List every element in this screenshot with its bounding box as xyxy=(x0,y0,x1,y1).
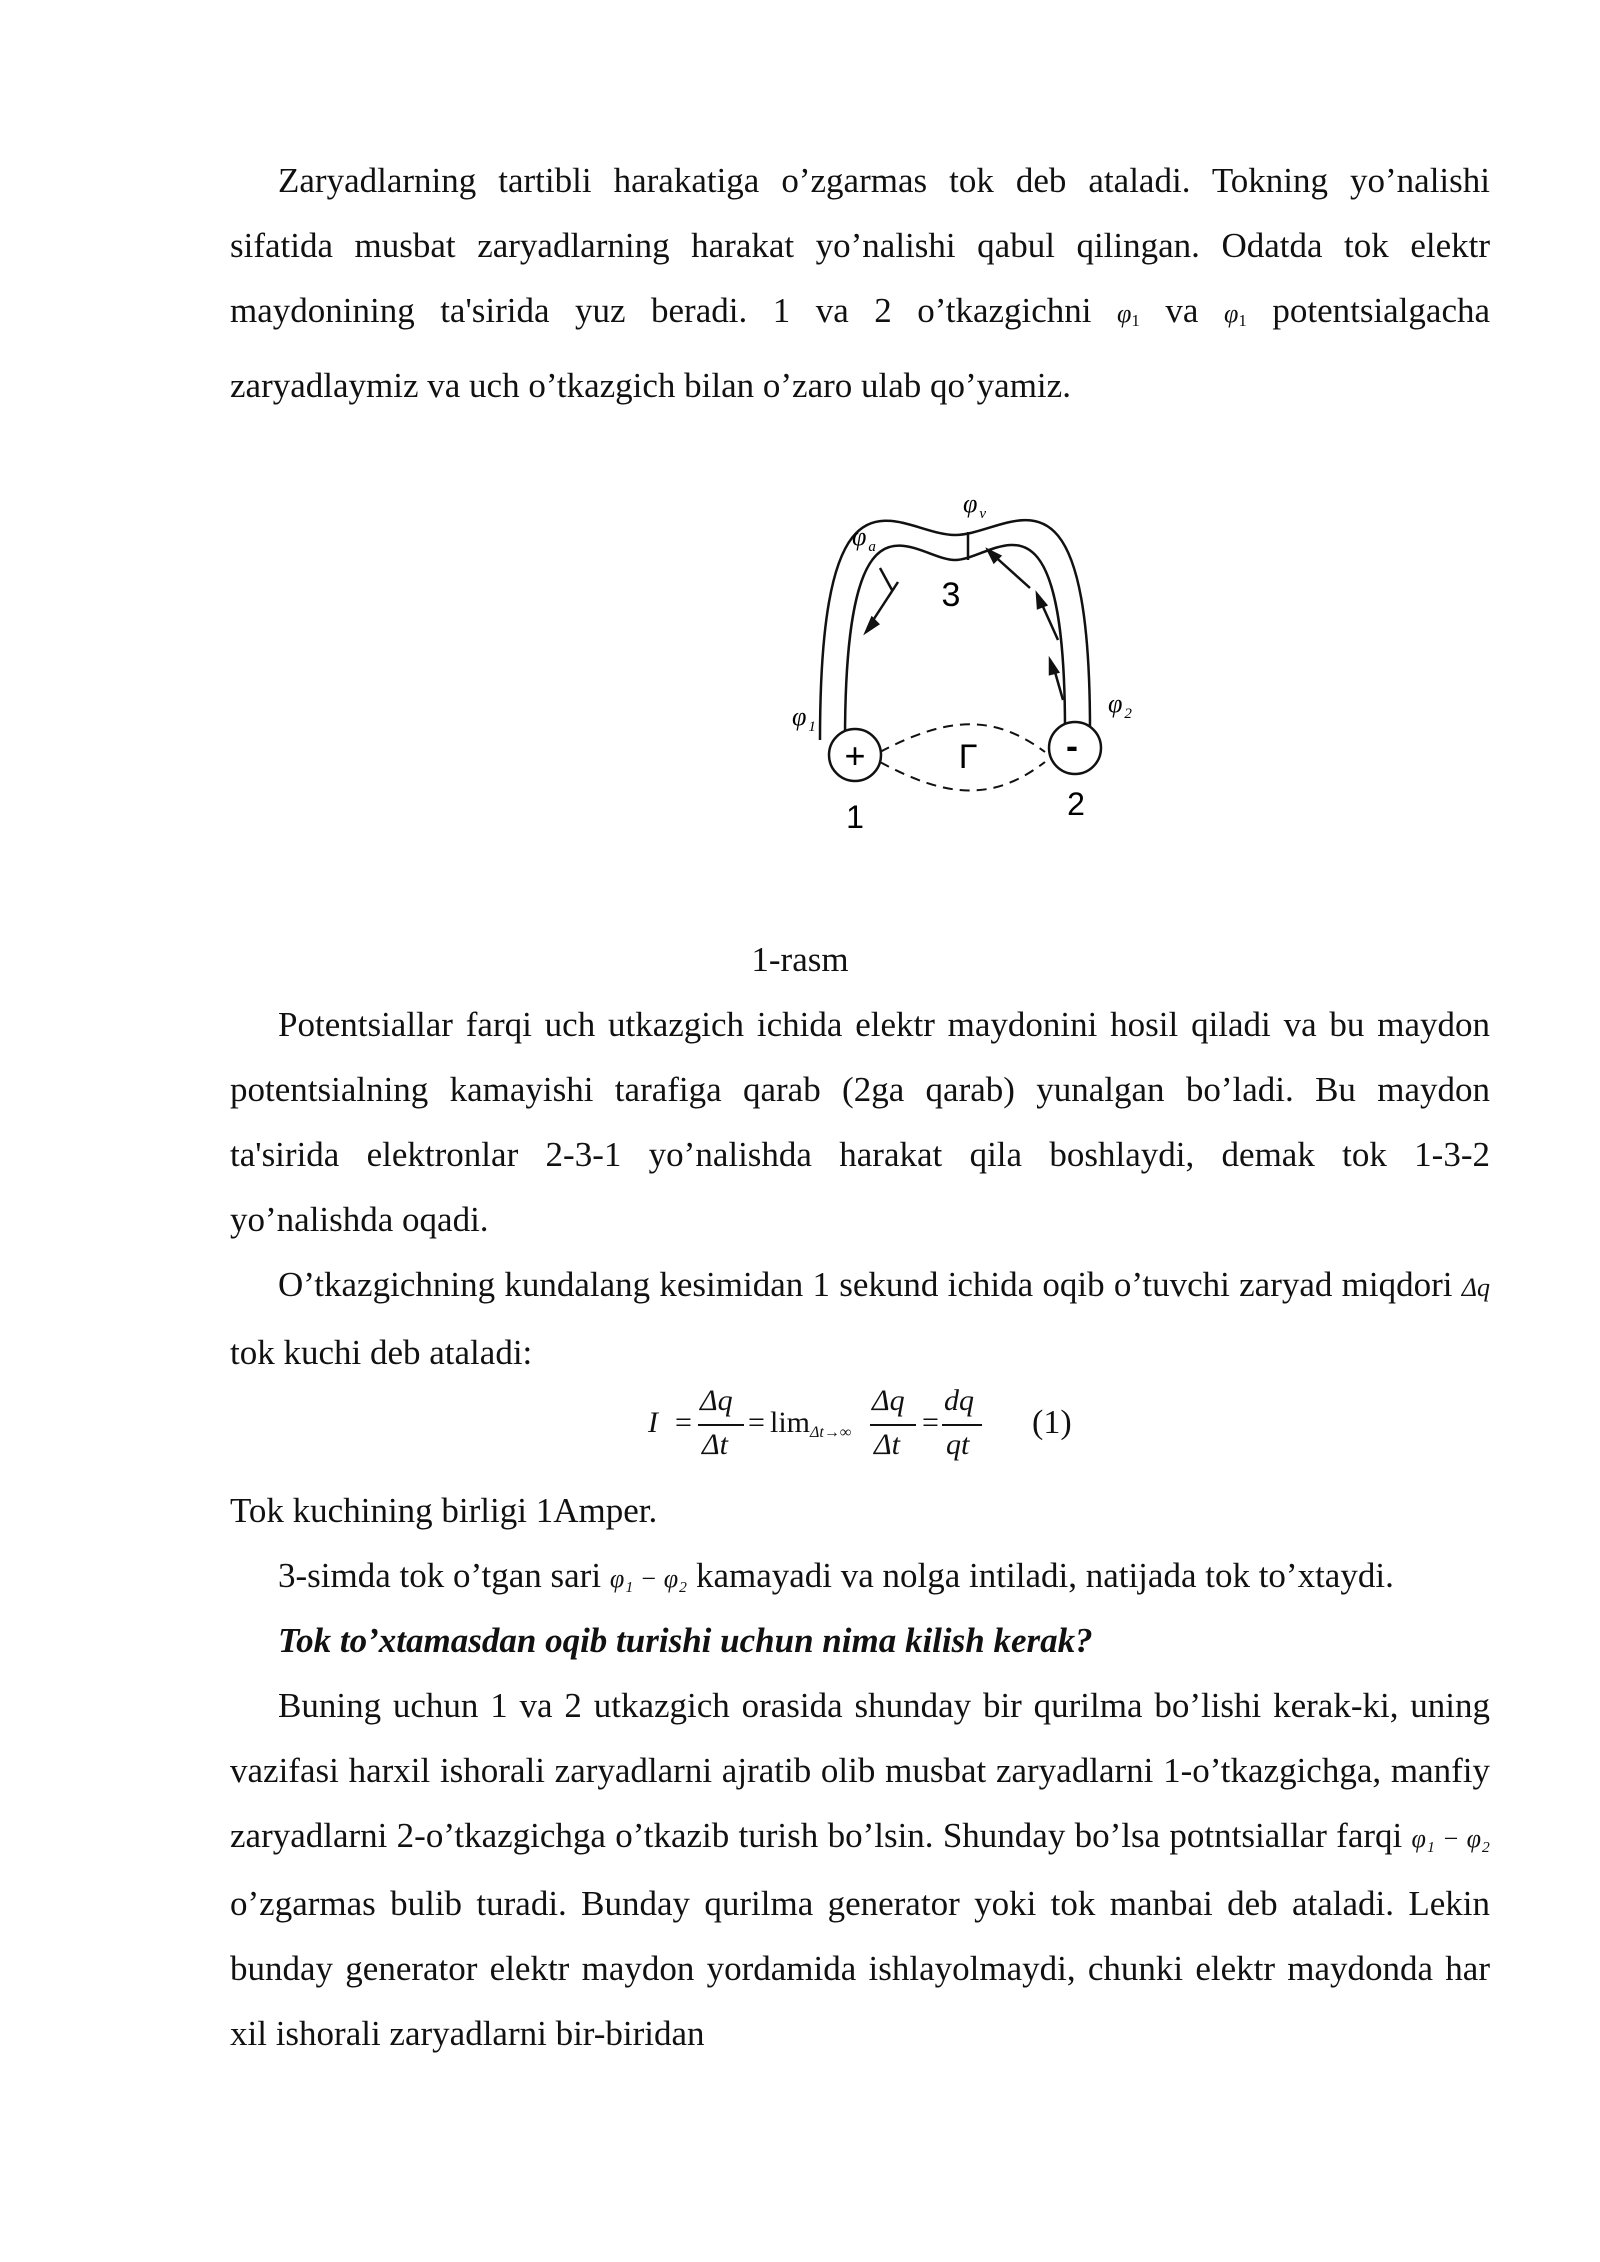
label-1: 1 xyxy=(846,799,864,835)
delta-q-symbol: Δq xyxy=(1461,1273,1490,1302)
paragraph-generator xyxy=(230,1673,1490,2066)
eq-numerator-2: Δq xyxy=(872,1384,905,1417)
minus-sign: - xyxy=(1066,725,1078,766)
eq-denominator-3: qt xyxy=(946,1428,970,1461)
eq-limit-subscript: Δt→∞ xyxy=(810,1424,852,1441)
eq-current-symbol: I xyxy=(648,1406,658,1439)
eq-equals-2: = xyxy=(922,1406,939,1439)
paragraph-generator-tail: o’zgarmas bulib turadi. Bunday qurilma generator yoki tok manbai deb ataladi. Lekin bunday generator elektr maydon yordamida ishlayolmaydi, chunki elektr maydonda har xil ishorali zaryadlarni bir-biridan xyxy=(230,1884,1490,2053)
paragraph-decrease xyxy=(230,1543,1490,1611)
label-3: 3 xyxy=(941,576,961,614)
paragraph-decrease-text: 3-simda tok o’tgan sari xyxy=(278,1556,602,1595)
phi-1-label: φ $_1$ xyxy=(792,702,816,735)
eq-equals-lim: = xyxy=(748,1406,765,1439)
phi-2-label: φ $_2$ xyxy=(1108,689,1132,722)
label-2: 2 xyxy=(1067,786,1085,822)
eq-denominator-2: Δt xyxy=(874,1428,900,1461)
phi1-symbol: $\varphi_1$ xyxy=(1117,299,1140,330)
eq-number: (1) xyxy=(1032,1404,1072,1441)
eq-denominator-1: Δt xyxy=(702,1428,728,1461)
eq-fraction-bar-2 xyxy=(870,1424,916,1426)
paragraph-generator-text: Buning uchun 1 va 2 utkazgich orasida shunday bir qurilma bo’lishi kerak-ki, uning vazifasi harxil ishorali zaryadlarni ajratib olib musbat zaryadlarni 1-o’tkazgichga, manfiy zaryadlarni 2-o’tkazgichga o’tkazib turish bo’lsin. Shunday bo’lsa potntsiallar farqi xyxy=(230,1686,1490,1855)
eq-numerator-1: Δq xyxy=(700,1384,733,1417)
phi-v-label: φ $_v$ xyxy=(963,489,987,522)
eq-equals-1: = xyxy=(675,1406,692,1439)
generator-label: Г xyxy=(958,738,978,776)
paragraph-decrease-tail: kamayadi va nolga intiladi, natijada tok to’xtaydi. xyxy=(695,1556,1394,1595)
arc-separator-left xyxy=(880,568,892,590)
eq-limit: lim xyxy=(770,1406,811,1439)
plus-sign: + xyxy=(844,735,866,776)
paragraph-current-definition xyxy=(230,1252,1490,1385)
paragraph-field: Potentsiallar farqi uch utkazgich ichida elektr maydonini hosil qiladi va bu maydon potentsialning kamayishi tarafiga qarab (2ga qarab) yunalgan bo’ladi. Bu maydon ta'sirida elektronlar 2-3-1 yo’nalishda harakat qila boshlaydi, demak tok 1-3-2 yo’nalishda oqadi. xyxy=(230,1005,1490,1239)
paragraph-intro-tail: potentsialgacha zaryadlaymiz va uch o’tkazgich bilan o’zaro ulab qo’yamiz. xyxy=(230,291,1491,405)
phi-difference-expr: φ₁ − φ₂ xyxy=(609,1564,688,1593)
figure-caption: 1-rasm xyxy=(751,940,849,979)
paragraph-intro-text: Zaryadlarning tartibli harakatiga o’zgarmas tok deb ataladi. Tokning yo’nalishi sifatida musbat zaryadlarning harakat yo’nalishi qabul qilingan. Odatda tok elektr maydonining ta'sirida yuz beradi. 1 va 2 o’tkazgichni xyxy=(230,161,1490,330)
conductor-3-outer-arc xyxy=(820,520,1090,740)
paragraph-current-definition-text: O’tkazgichning kundalang kesimidan 1 sekund ichida oqib o’tuvchi zaryad miqdori xyxy=(278,1265,1453,1304)
equation-1 xyxy=(0,1380,1600,1470)
paragraph-current-definition-tail: tok kuchi deb ataladi: xyxy=(230,1333,533,1372)
question-heading: Tok to’xtamasdan oqib turishi uchun nima kilish kerak? xyxy=(278,1621,1093,1660)
circuit-figure xyxy=(0,0,1600,920)
phi-a-label: φ $_a$ xyxy=(852,522,876,555)
paragraph-unit: Tok kuchining birligi 1Amper. xyxy=(230,1491,658,1530)
conductor-3-inner-arc xyxy=(845,545,1065,740)
phi1-symbol-second: $\varphi_1$ xyxy=(1223,299,1247,330)
eq-fraction-bar-1 xyxy=(698,1424,744,1426)
eq-numerator-3: dq xyxy=(944,1384,974,1417)
phi-difference-expr-2: φ₁ − φ₂ xyxy=(1411,1824,1491,1853)
paragraph-intro-mid: va xyxy=(1165,291,1199,330)
eq-fraction-bar-3 xyxy=(942,1424,982,1426)
current-arrows xyxy=(866,550,1063,700)
